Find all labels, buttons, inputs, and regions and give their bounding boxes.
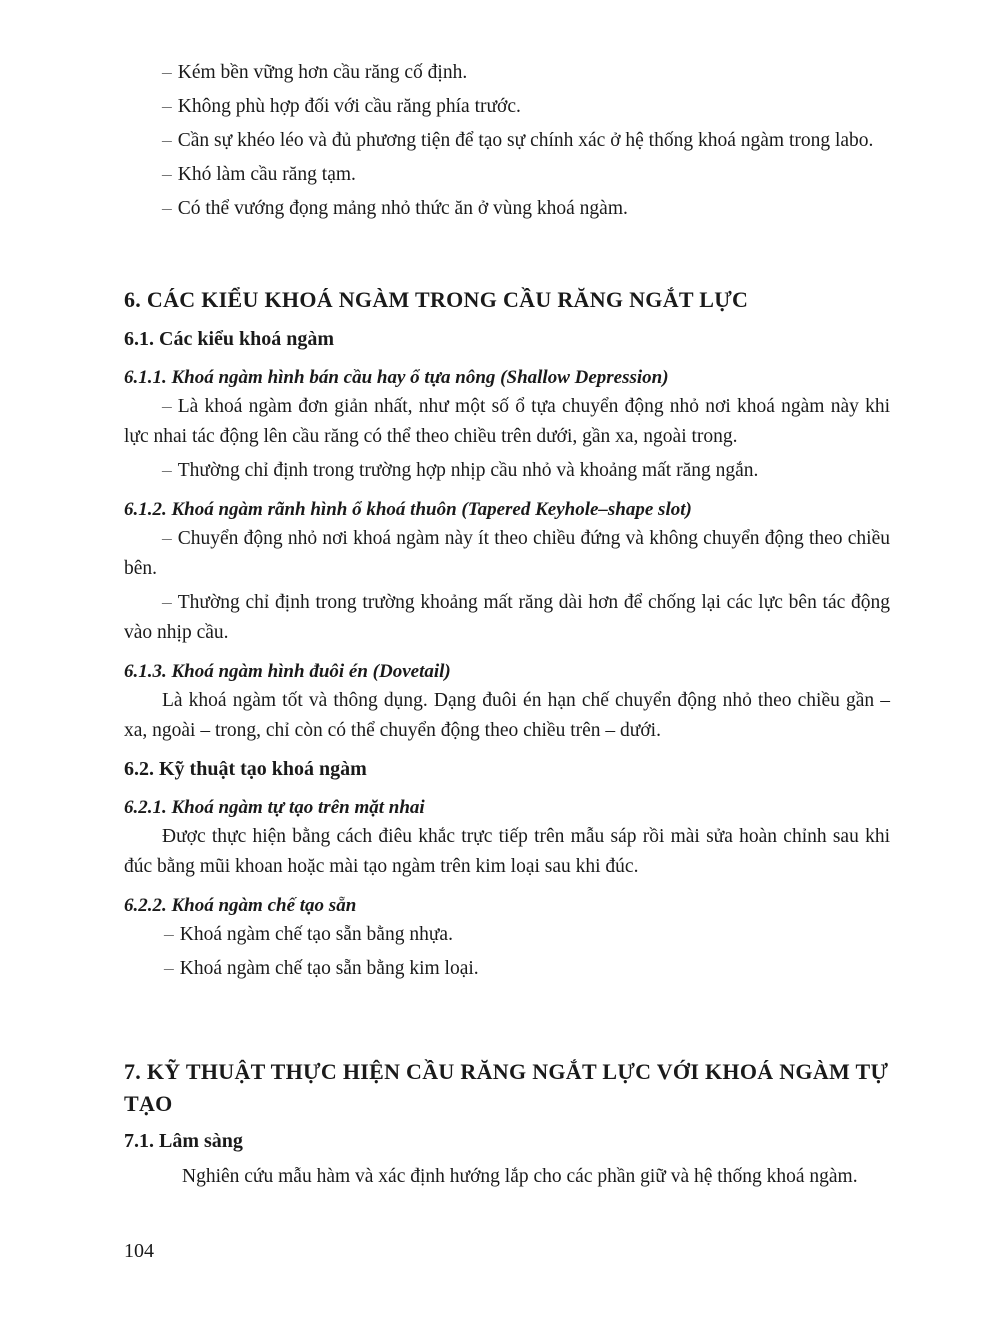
paragraph: Là khoá ngàm tốt và thông dụng. Dạng đuôi én hạn chế chuyển động nhỏ theo chiều gần – xa, ngoài – trong, chỉ còn có thể chuyển động theo chiều trên – dưới. [124, 690, 890, 741]
section-heading: 6. CÁC KIỂU KHOÁ NGÀM TRONG CẦU RĂNG NGẮT LỰC [124, 287, 749, 312]
paragraph: Được thực hiện bằng cách điêu khắc trực tiếp trên mẫu sáp rồi mài sửa hoàn chỉnh sau khi đúc bằng mũi khoan hoặc mài tạo ngàm trên kim loại sau khi đúc. [124, 826, 890, 877]
list-item: – Thường chỉ định trong trường khoảng mất răng dài hơn để chống lại các lực bên tác động vào nhịp cầu. [124, 592, 890, 643]
list-item: – Cần sự khéo léo và đủ phương tiện để tạo sự chính xác ở hệ thống khoá ngàm trong labo. [162, 130, 874, 151]
list-item: – Là khoá ngàm đơn giản nhất, như một số ổ tựa chuyển động nhỏ nơi khoá ngàm này khi lực nhai tác động lên cầu răng có thể theo chiều trên dưới, gần xa, ngoài trong. [124, 396, 890, 447]
section-6 [124, 284, 890, 984]
subsubsection-heading: 6.2.1. Khoá ngàm tự tạo trên mặt nhai [124, 797, 425, 818]
subsection-heading: 6.2. Kỹ thuật tạo khoá ngàm [124, 758, 367, 780]
list-item: – Chuyển động nhỏ nơi khoá ngàm này ít theo chiều đứng và không chuyển động theo chiều bên. [124, 528, 890, 579]
list-item: – Không phù hợp đối với cầu răng phía trước. [162, 96, 521, 117]
subsection-heading: 6.1. Các kiểu khoá ngàm [124, 328, 335, 350]
intro-list [124, 58, 890, 224]
subsubsection-heading: 6.2.2. Khoá ngàm chế tạo sẵn [124, 895, 357, 916]
list-item: – Kém bền vững hơn cầu răng cố định. [162, 62, 468, 83]
section-heading: 7. KỸ THUẬT THỰC HIỆN CẦU RĂNG NGẮT LỰC VỚI KHOÁ NGÀM TỰ TẠO [124, 1059, 889, 1116]
subsubsection-heading: 6.1.3. Khoá ngàm hình đuôi én (Dovetail) [124, 661, 451, 682]
subsubsection-heading: 6.1.2. Khoá ngàm rãnh hình ổ khoá thuôn (Tapered Keyhole–shape slot) [124, 499, 692, 520]
page-number: 104 [124, 1240, 154, 1262]
paragraph: Nghiên cứu mẫu hàm và xác định hướng lắp cho các phần giữ và hệ thống khoá ngàm. [182, 1166, 858, 1187]
subsubsection-heading: 6.1.1. Khoá ngàm hình bán cầu hay ổ tựa nông (Shallow Depression) [124, 367, 669, 388]
section-7 [124, 1056, 890, 1192]
list-item: – Khoá ngàm chế tạo sẵn bằng nhựa. [164, 924, 453, 945]
list-item: – Khoá ngàm chế tạo sẵn bằng kim loại. [164, 958, 479, 979]
list-item: – Thường chỉ định trong trường hợp nhịp cầu nhỏ và khoảng mất răng ngắn. [162, 460, 759, 481]
list-item: – Có thể vướng đọng mảng nhỏ thức ăn ở vùng khoá ngàm. [162, 198, 628, 219]
list-item: – Khó làm cầu răng tạm. [162, 164, 356, 185]
subsection-heading: 7.1. Lâm sàng [124, 1130, 243, 1152]
